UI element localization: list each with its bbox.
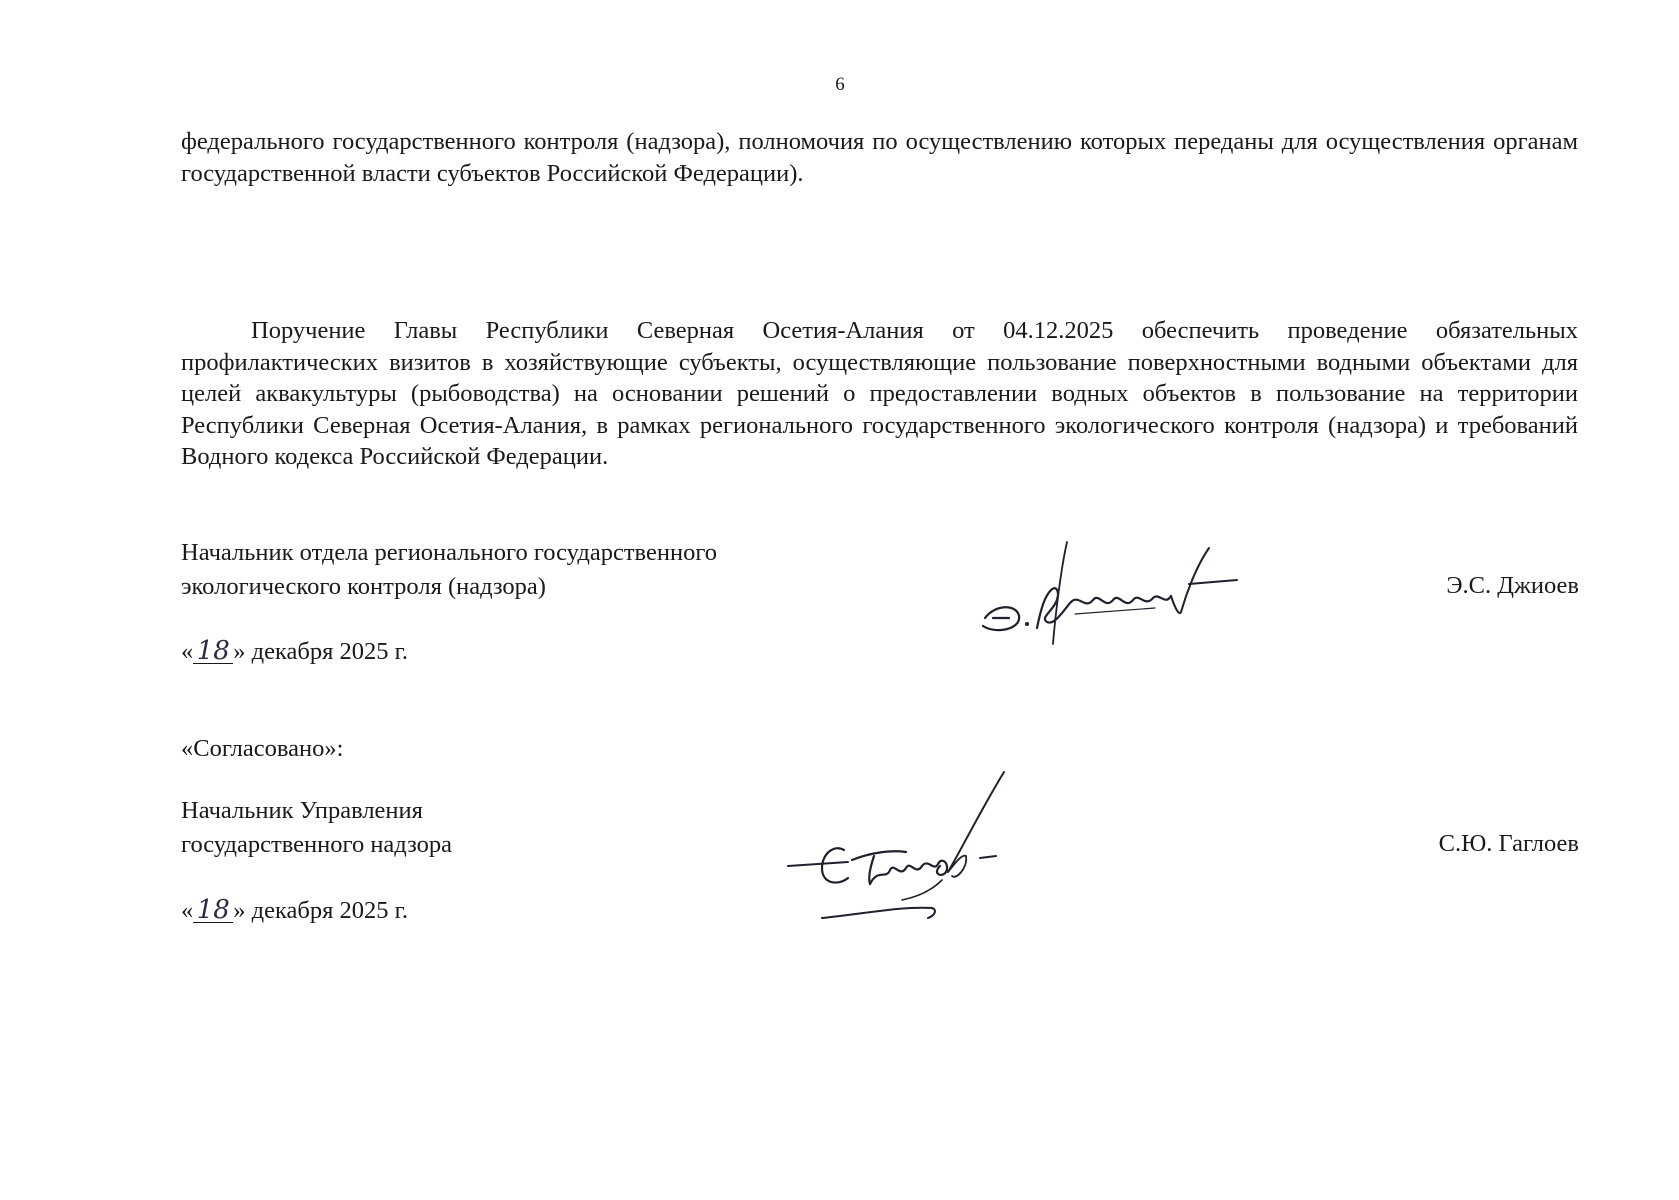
- date-rest: декабря 2025 г.: [245, 897, 409, 924]
- continued-paragraph: федерального государственного контроля (надзора), полномочия по осуществлению которых переданы для осуществления органам государственной власти субъектов Российской Федерации).: [181, 128, 1578, 187]
- signatory-1-position-line-2: экологического контроля (надзора): [181, 573, 546, 600]
- signatory-2-position-line-2: государственного надзора: [181, 831, 452, 858]
- handwritten-signature-icon: [782, 768, 1042, 938]
- signatory-1-name: Э.С. Джиоев: [1446, 572, 1579, 599]
- date-open-quote: «: [181, 897, 194, 924]
- signatory-2-signature: [782, 768, 1042, 938]
- date-open-quote: «: [181, 638, 194, 665]
- signatory-1-date: [181, 636, 408, 668]
- signatory-1-position-line-1: Начальник отдела регионального государственного: [181, 539, 718, 566]
- signatory-1-signature: [975, 538, 1265, 648]
- approval-label: «Согласовано»:: [181, 735, 344, 762]
- date-day: 18: [193, 898, 233, 923]
- signatory-2-date: [181, 895, 408, 927]
- page-number: 6: [835, 74, 845, 95]
- handwritten-signature-icon: [975, 538, 1265, 648]
- signatory-2-position-line-1: Начальник Управления: [181, 797, 423, 824]
- signatory-2-name: С.Ю. Гаглоев: [1438, 830, 1579, 857]
- date-day: 18: [193, 639, 233, 664]
- date-rest: декабря 2025 г.: [245, 638, 409, 665]
- instruction-paragraph: Поручение Главы Республики Северная Осетия-Алания от 04.12.2025 обеспечить проведение обязательных профилактических визитов в хозяйствующие субъекты, осуществляющие пользование поверхностными водными объектами для целей аквакультуры (рыбоводства) на основании решений о предоставлении водных объектов в пользование на территории Республики Северная Осетия-Алания, в рамках регионального государственного экологического контроля (надзора) и требований Водного кодекса Российской Федерации.: [181, 317, 1578, 470]
- date-close-quote: »: [233, 638, 246, 665]
- date-close-quote: »: [233, 897, 246, 924]
